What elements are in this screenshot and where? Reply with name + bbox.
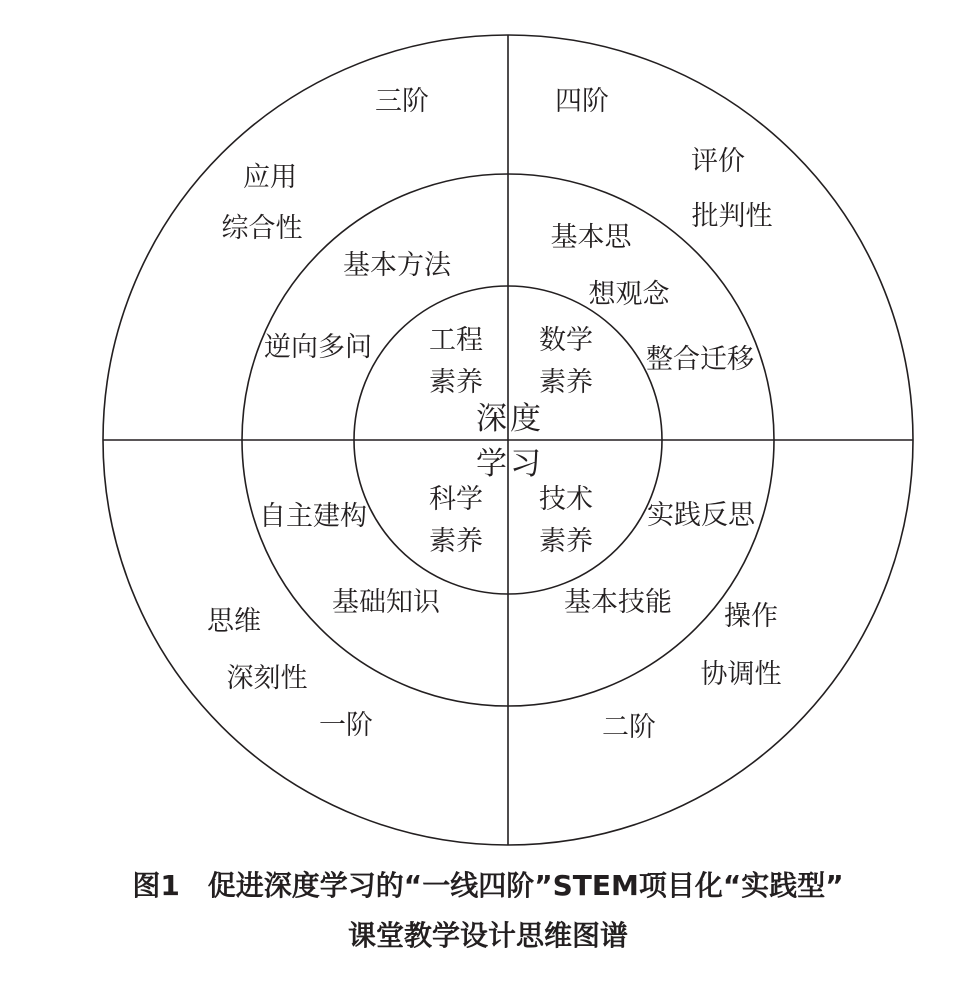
math-label-line2: 素养 <box>539 367 593 398</box>
stage1-label: 一阶 <box>319 710 373 741</box>
stage2-coordination-label: 协调性 <box>700 659 782 690</box>
stage1-thinking-label: 思维 <box>207 606 261 637</box>
stage3-application-label: 应用 <box>243 162 297 193</box>
basic-thought-label-line1: 基本思 <box>550 222 632 253</box>
center-label-line2: 学习 <box>476 446 544 482</box>
stage4-evaluation-label: 评价 <box>691 146 745 177</box>
stage4-label: 四阶 <box>555 86 609 117</box>
basic-skill-label: 基本技能 <box>564 587 672 618</box>
stage3-label: 三阶 <box>375 86 429 117</box>
figure-caption-line2 <box>0 919 976 953</box>
center-label-line1: 深度 <box>476 401 544 437</box>
basic-knowledge-label: 基础知识 <box>332 587 440 618</box>
stage2-operation-label: 操作 <box>724 601 778 632</box>
science-label-line2: 素养 <box>429 526 483 557</box>
integrate-transfer-label: 整合迁移 <box>646 344 754 375</box>
engineering-label-line1: 工程 <box>429 325 483 356</box>
stage3-comprehensive-label: 综合性 <box>221 213 303 244</box>
science-label-line1: 科学 <box>429 484 483 515</box>
engineering-label-line2: 素养 <box>429 367 483 398</box>
basic-method-label: 基本方法 <box>343 250 451 281</box>
practice-reflect-label: 实践反思 <box>647 500 755 531</box>
technology-label-line1: 技术 <box>539 484 593 515</box>
figure-caption-line1 <box>0 869 976 903</box>
stage2-label: 二阶 <box>602 712 656 743</box>
basic-thought-label-line2: 想观念 <box>588 279 670 310</box>
figure-number: 图1 <box>132 869 180 902</box>
figure-title-line1: 促进深度学习的“一线四阶”STEM项目化“实践型” <box>207 869 844 902</box>
technology-label-line2: 素养 <box>539 526 593 557</box>
figure-title-line2: 课堂教学设计思维图谱 <box>347 919 628 952</box>
reverse-questioning-label: 逆向多问 <box>264 332 372 363</box>
stage4-critical-label: 批判性 <box>691 201 773 232</box>
self-construct-label: 自主建构 <box>259 501 367 532</box>
stage1-depth-label: 深刻性 <box>226 663 308 694</box>
math-label-line1: 数学 <box>539 325 593 356</box>
